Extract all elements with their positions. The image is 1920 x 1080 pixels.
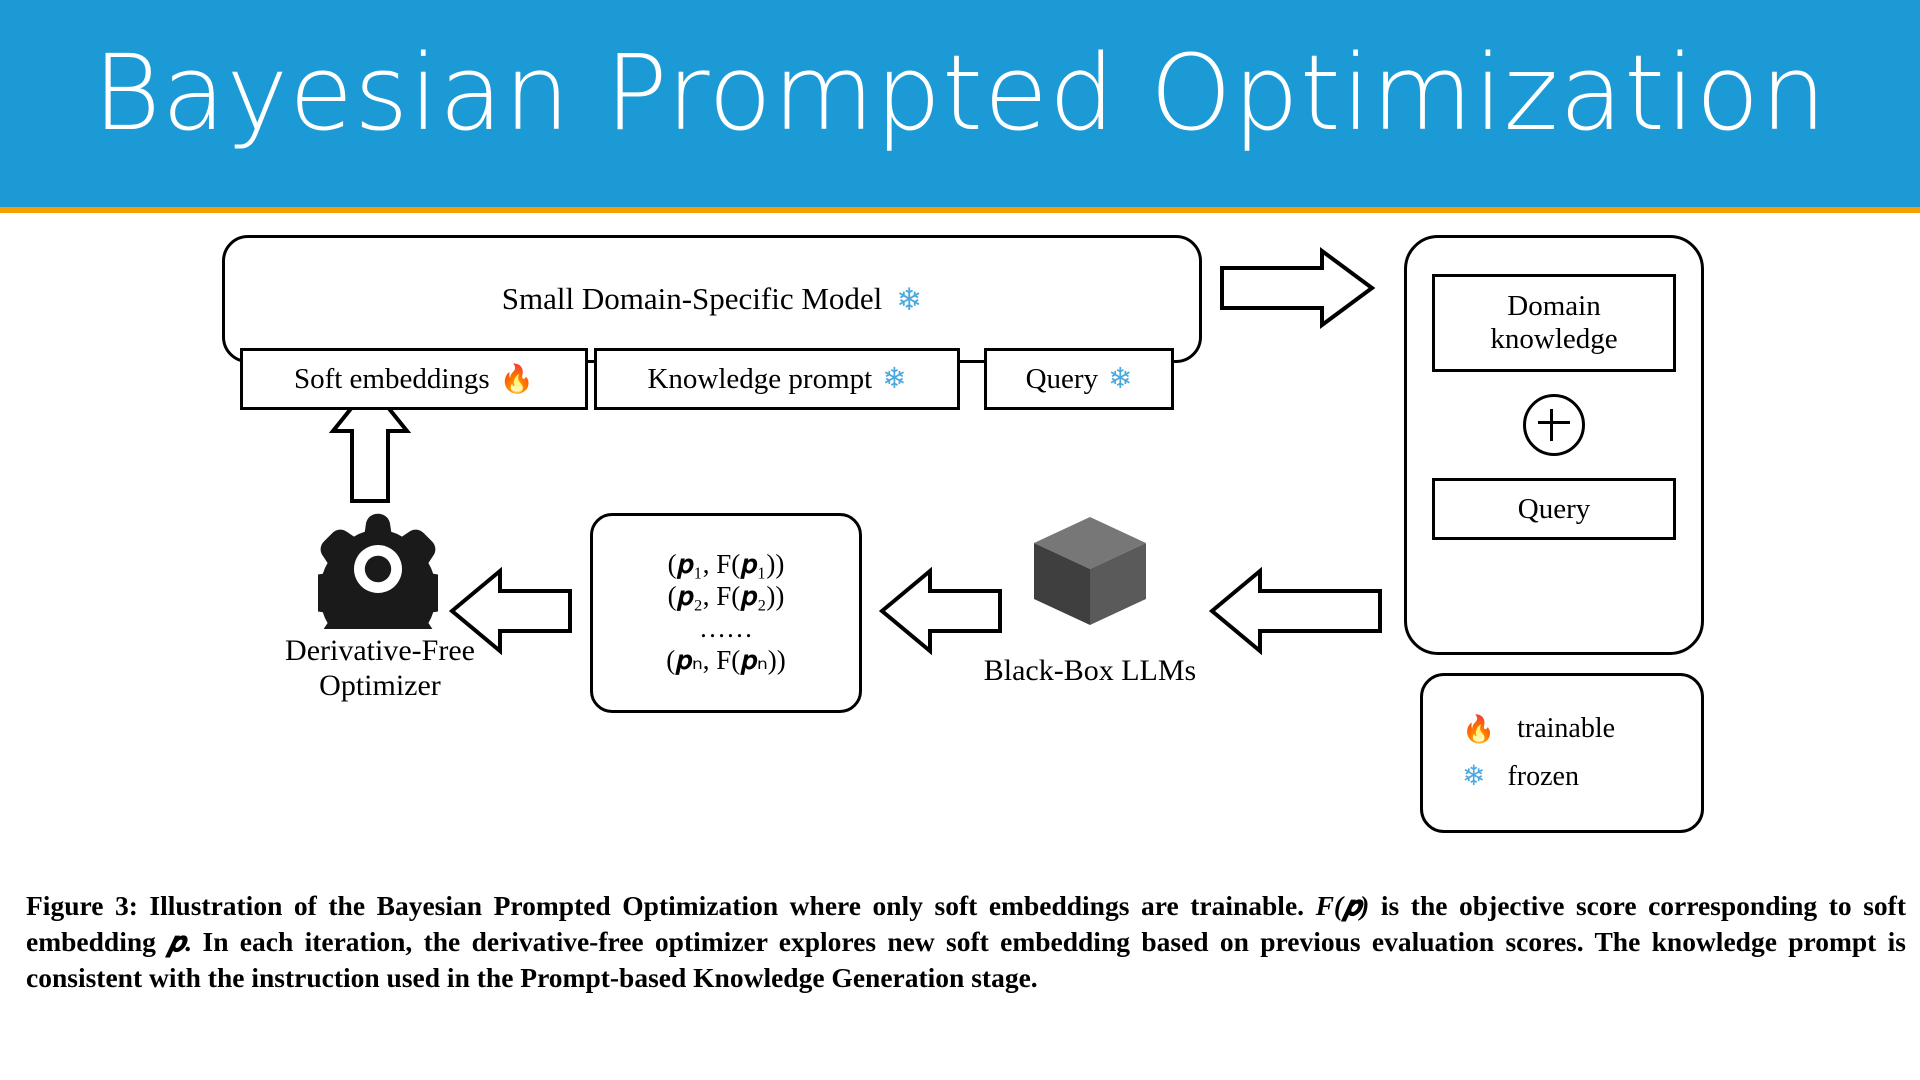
prompt-assembly-panel[interactable]	[1404, 235, 1704, 655]
caption-text-3: . In each iteration, the derivative-free optimizer explores new soft embedding based on previous evaluation scores. The knowledge prompt is consistent with the instruction used in the Prompt-based Knowledge Generation stage.	[26, 925, 1907, 993]
score-line-1: (𝒑₁, F(𝒑₁))	[667, 549, 785, 580]
fire-icon: 🔥	[499, 363, 535, 395]
snowflake-icon: ❄	[1462, 761, 1486, 792]
query-label-left: Query	[1025, 362, 1099, 395]
soft-embeddings-box[interactable]	[240, 348, 588, 410]
fire-icon: 🔥	[1462, 713, 1496, 744]
legend-row-frozen	[1462, 761, 1662, 793]
query-box-left[interactable]	[984, 348, 1174, 410]
soft-embeddings-label: Soft embeddings	[293, 362, 490, 395]
plus-circle-icon	[1523, 394, 1585, 456]
query-label-right: Query	[1517, 492, 1591, 525]
diagram-canvas	[0, 213, 1920, 863]
block-arrow-icon	[1212, 571, 1380, 651]
legend-row-trainable	[1462, 713, 1662, 745]
domain-knowledge-line1: Domain	[1507, 289, 1601, 322]
block-arrow-icon	[1222, 251, 1372, 325]
snowflake-icon: ❄	[896, 281, 923, 317]
knowledge-prompt-label: Knowledge prompt	[647, 362, 873, 395]
query-box-right[interactable]	[1432, 478, 1676, 540]
domain-knowledge-line2: knowledge	[1490, 323, 1618, 355]
legend-trainable-label: trainable	[1517, 713, 1616, 744]
snowflake-icon: ❄	[1108, 362, 1133, 395]
knowledge-prompt-box[interactable]	[594, 348, 960, 410]
caption-text-2: is the objective score corresponding to soft embedding	[26, 890, 1906, 957]
block-arrow-icon	[882, 571, 1000, 651]
small-domain-specific-model-box[interactable]	[222, 235, 1202, 363]
gear-icon	[318, 509, 438, 629]
optimizer-label-line2: Optimizer	[319, 669, 441, 703]
caption-math-2: 𝒑	[167, 925, 185, 957]
small-model-label: Small Domain-Specific Model	[501, 281, 883, 316]
optimizer-label-line1: Derivative-Free	[285, 634, 475, 667]
evaluation-scores-box[interactable]	[590, 513, 862, 713]
derivative-free-optimizer-label	[250, 633, 510, 704]
legend-panel	[1420, 673, 1704, 833]
cube-icon	[1030, 513, 1150, 629]
domain-knowledge-box[interactable]	[1432, 274, 1676, 372]
caption-text-1: Illustration of the Bayesian Prompted Optimization where only soft embeddings are trainable.	[137, 890, 1316, 921]
legend-frozen-label: frozen	[1507, 761, 1579, 792]
snowflake-icon: ❄	[882, 362, 907, 395]
page-title: Bayesian Prompted Optimization	[92, 32, 1828, 154]
score-line-3: ……	[699, 613, 753, 643]
caption-math-1: F(𝒑)	[1315, 890, 1370, 921]
score-line-2: (𝒑₂, F(𝒑₂))	[667, 581, 785, 612]
figure-caption	[26, 888, 1906, 995]
caption-label: Figure 3:	[26, 890, 138, 921]
black-box-llms-label: Black-Box LLMs	[983, 654, 1197, 687]
score-line-4: (𝒑ₙ, F(𝒑ₙ))	[666, 644, 786, 675]
